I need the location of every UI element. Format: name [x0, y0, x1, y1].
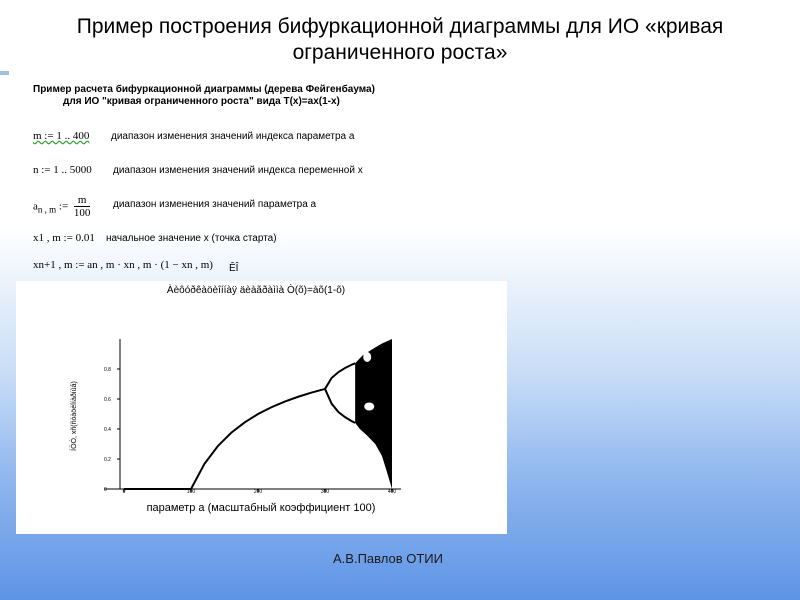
- slide-edge-mark: [0, 71, 9, 75]
- y-tick-label: 0.8: [104, 367, 111, 373]
- fraction-numerator: m: [74, 195, 91, 207]
- bifurcation-branch-1: [191, 389, 325, 489]
- x-tick-label: 200: [253, 489, 263, 495]
- author-credit: А.В.Павлов ОТИИ: [333, 551, 443, 566]
- heading-line-2: для ИО "кривая ограниченного роста" вида T(x)=ax(1-x): [63, 96, 340, 107]
- bifurcation-chart: [16, 281, 507, 534]
- expr-a-fraction: [74, 195, 91, 219]
- expr-iteration: xn+1 , m := an , m · xn , m · (1 − xn , m): [33, 259, 213, 271]
- comment-n-range: диапазон изменения значений индекса переменной x: [113, 165, 363, 176]
- mathcad-worksheet: [33, 84, 503, 274]
- worksheet-line-iteration: [33, 259, 239, 274]
- series-group: [124, 363, 355, 489]
- y-axis-label: ÍÖÓ, xñ(ñòàöèîíàðíûå): [71, 381, 78, 451]
- bifurcation-branch-2: [325, 363, 355, 389]
- expr-a-sub: n , m: [37, 204, 57, 215]
- y-tick-label: 0: [104, 487, 107, 493]
- worksheet-line-a: [33, 190, 317, 219]
- y-tick-label: 0.4: [104, 427, 111, 433]
- y-tick-label: 0.2: [104, 457, 111, 463]
- x-tick-label: 300: [320, 489, 330, 495]
- x-tick-label: 400: [387, 489, 397, 495]
- x-tick-label: 0: [122, 489, 126, 495]
- expr-a-op: :=: [58, 200, 69, 213]
- worksheet-line-m: [33, 130, 355, 142]
- y-ticks: [104, 367, 120, 493]
- x-axis-label: параметр а (масштабный коэффициент 100): [146, 502, 376, 514]
- expr-x-start: x1 , m := 0.01: [33, 232, 95, 244]
- expr-n-range: n := 1 .. 5000: [33, 164, 92, 176]
- expr-m-text: m := 1 .. 400: [33, 130, 90, 142]
- x-tick-label: 100: [186, 489, 196, 495]
- fraction-denominator: 100: [73, 207, 91, 219]
- expr-m-range: [33, 130, 89, 142]
- worksheet-line-x1: [33, 232, 277, 244]
- heading-line-1: Пример расчета бифуркационной диаграммы (дерева Фейгенбаума): [33, 84, 375, 95]
- comment-a-range: диапазон изменения значений параметра а: [113, 199, 317, 210]
- chaos-region: [355, 339, 392, 489]
- worksheet-line-n: [33, 164, 363, 176]
- chart-svg: [16, 281, 507, 534]
- comment-x-start: начальное значение x (точка старта): [106, 233, 277, 244]
- periodic-window-upper: [363, 352, 371, 362]
- periodic-window-lower: [364, 403, 374, 411]
- worksheet-heading: [33, 84, 503, 108]
- slide-title: Пример построения бифуркационной диаграммы для ИО «кривая ограниченного роста»: [76, 15, 724, 64]
- y-tick-label: 0.6: [104, 397, 111, 403]
- chart-title: Àèôóðêàöèîííàÿ äèàãðàììà Ò(õ)=àõ(1-õ): [166, 285, 346, 296]
- expr-a-def: [33, 195, 90, 219]
- expr-a-lhs: a: [33, 200, 38, 213]
- comment-m-range: диапазон изменения значений индекса параметра а: [111, 131, 355, 142]
- comment-iteration: ÊÎ: [229, 263, 239, 274]
- bifurcation-branch-3: [325, 389, 355, 423]
